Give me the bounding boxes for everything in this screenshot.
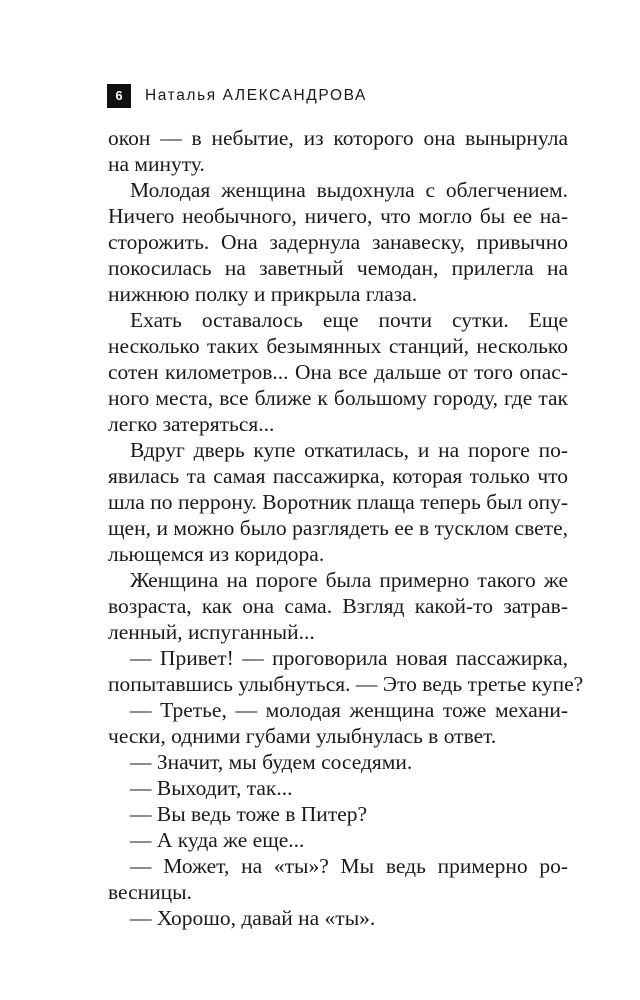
text-line: — Может, на «ты»? Мы ведь примерно ро- <box>130 854 568 878</box>
text-line: — Выходит, так... <box>130 776 293 800</box>
text-line: явилась та самая пассажирка, которая только что <box>108 464 568 488</box>
text-line: покосилась на заветный чемодан, прилегла на <box>108 256 568 280</box>
text-line: весницы. <box>108 880 192 904</box>
text-line: ного места, все ближе к большому городу, где так <box>108 386 568 410</box>
text-line: льющемся из коридора. <box>108 542 325 566</box>
author-name: Наталья АЛЕКСАНДРОВА <box>145 87 367 104</box>
text-line: Вдруг дверь купе откатилась, и на пороге по- <box>130 438 568 462</box>
text-line: — Третье, — молодая женщина тоже механи- <box>130 698 568 722</box>
text-line: нижнюю полку и прикрыла глаза. <box>108 282 418 306</box>
text-line: на минуту. <box>108 152 205 176</box>
text-line: попытавшись улыбнуться. — Это ведь третье купе? <box>108 672 584 696</box>
text-line: возраста, как она сама. Взгляд какой-то затрав- <box>108 594 568 618</box>
text-line: — Вы ведь тоже в Питер? <box>130 802 368 826</box>
text-line: — А куда же еще... <box>130 828 305 852</box>
text-line: Ничего необычного, ничего, что могло бы ее на- <box>108 204 568 228</box>
text-line: — Хорошо, давай на «ты». <box>130 906 376 930</box>
text-line: сотен километров... Она все дальше от того опас- <box>108 360 568 384</box>
text-line: шла по перрону. Воротник плаща теперь был опу- <box>108 490 568 514</box>
text-line: легко затеряться... <box>108 412 275 436</box>
text-line: — Привет! — проговорила новая пассажирка, <box>130 646 568 670</box>
text-line: окон — в небытие, из которого она вынырнула <box>108 126 568 150</box>
page-number: 6 <box>107 84 131 108</box>
text-line: Ехать оставалось еще почти сутки. Еще <box>130 308 568 332</box>
text-line: Женщина на пороге была примерно такого же <box>130 568 568 592</box>
text-line: ленный, испуганный... <box>108 620 315 644</box>
running-head <box>107 84 367 108</box>
text-line: щен, и можно было разглядеть ее в тусклом свете, <box>108 516 568 540</box>
text-line: Молодая женщина выдохнула с облегчением. <box>130 178 568 202</box>
body-text <box>108 125 584 931</box>
text-line: несколько таких безымянных станций, несколько <box>108 334 568 358</box>
text-line: — Значит, мы будем соседями. <box>130 750 413 774</box>
text-line: чески, одними губами улыбнулась в ответ. <box>108 724 497 748</box>
text-line: сторожить. Она задернула занавеску, привычно <box>108 230 568 254</box>
